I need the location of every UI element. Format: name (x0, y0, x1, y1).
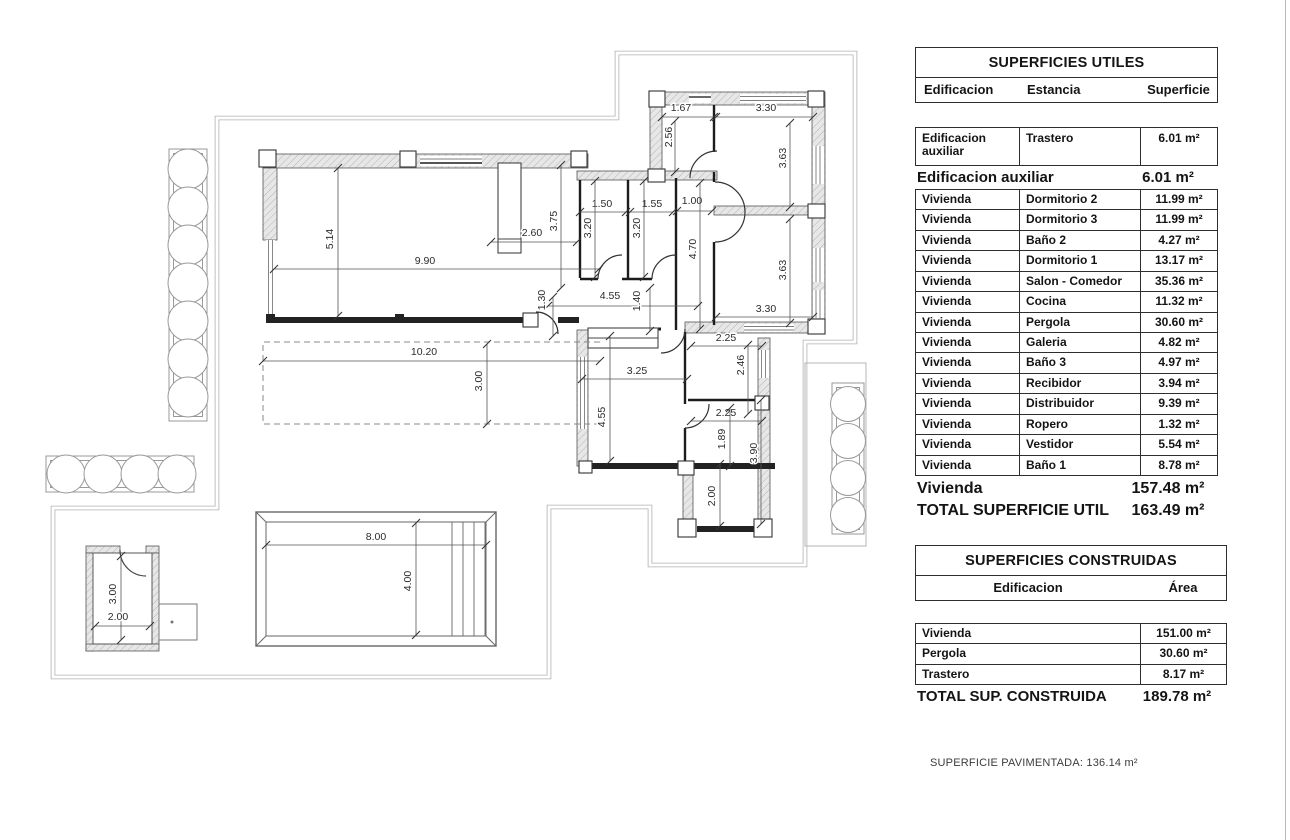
cell-estancia: Dormitorio 2 (1019, 190, 1140, 209)
cell-edificacion: Vivienda (922, 273, 972, 288)
cell-edificacion: Edificacion auxiliar (922, 131, 987, 159)
svg-text:3.00: 3.00 (106, 583, 119, 605)
subtotal-label: Vivienda (917, 480, 983, 497)
svg-text:4.55: 4.55 (599, 289, 621, 302)
right-tree-row-planter (805, 363, 866, 546)
table-row (916, 312, 1217, 332)
house-walls (259, 91, 825, 537)
table-row (916, 190, 1217, 209)
cell-estancia: Distribuidor (1019, 394, 1140, 413)
tree-icon (158, 455, 196, 493)
svg-text:3.90: 3.90 (747, 442, 760, 464)
total-label: TOTAL SUP. CONSTRUIDA (917, 688, 1107, 706)
cell-estancia: Dormitorio 1 (1019, 251, 1140, 270)
svg-text:1.55: 1.55 (641, 197, 663, 210)
svg-text:3.63: 3.63 (776, 259, 789, 281)
col-header-estancia: Estancia (1027, 82, 1081, 97)
table-row (916, 643, 1226, 663)
cell-superficie: 3.94 m² (1140, 374, 1217, 393)
cell-area: 151.00 m² (1140, 624, 1226, 643)
total-value: 163.49 m² (1131, 502, 1205, 519)
cell-edificacion: Vivienda (922, 416, 972, 431)
col-header-edificacion: Edificacion (924, 82, 994, 97)
svg-text:10.20: 10.20 (410, 345, 438, 358)
window-icon (266, 94, 824, 429)
subtotal-label: Edificacion auxiliar (917, 168, 1054, 186)
tree-icon (831, 461, 866, 496)
svg-text:1.00: 1.00 (681, 194, 703, 207)
svg-text:3.30: 3.30 (755, 302, 777, 315)
table-row (916, 624, 1226, 643)
table-row (916, 393, 1217, 413)
tree-icon (831, 498, 866, 533)
table-header (915, 545, 1227, 601)
cell-edificacion: Vivienda (922, 355, 972, 370)
subtotal-value: 6.01 m² (1142, 168, 1194, 186)
svg-text:3.75: 3.75 (547, 210, 560, 232)
cell-edificacion: Trastero (922, 666, 970, 681)
col-header-area: Área (1168, 580, 1198, 595)
tree-icon (121, 455, 159, 493)
svg-text:5.14: 5.14 (323, 228, 336, 250)
svg-text:2.00: 2.00 (107, 610, 129, 623)
cell-estancia: Galeria (1019, 333, 1140, 352)
table-row (916, 250, 1217, 270)
cell-edificacion: Vivienda (922, 626, 972, 640)
cell-superficie: 4.97 m² (1140, 353, 1217, 372)
table-row (916, 128, 1217, 165)
sheet-border (1285, 0, 1286, 840)
svg-text:4.70: 4.70 (686, 238, 699, 260)
table-title: SUPERFICIES CONSTRUIDAS (965, 553, 1177, 569)
svg-text:3.25: 3.25 (626, 364, 648, 377)
col-header-edificacion: Edificacion (993, 580, 1063, 595)
tree-icon (831, 424, 866, 459)
aux-subtotal-row (915, 166, 1218, 188)
cell-edificacion: Pergola (922, 646, 967, 661)
cell-estancia: Pergola (1019, 313, 1140, 332)
shed-unit (159, 604, 197, 640)
cell-edificacion: Vivienda (922, 396, 972, 411)
cell-estancia: Baño 1 (1019, 456, 1140, 475)
vivienda-subtotal-row (915, 478, 1218, 500)
svg-text:2.25: 2.25 (715, 406, 737, 419)
svg-text:2.56: 2.56 (662, 126, 675, 148)
cell-edificacion: Vivienda (922, 334, 972, 349)
table-row (916, 414, 1217, 434)
svg-text:2.60: 2.60 (521, 226, 543, 239)
door-arc (120, 550, 146, 576)
cell-edificacion: Vivienda (922, 314, 972, 329)
cell-estancia: Salon - Comedor (1019, 272, 1140, 291)
total-label: TOTAL SUPERFICIE UTIL (917, 502, 1110, 519)
table-row (916, 230, 1217, 250)
table-row (916, 291, 1217, 311)
table-row (916, 332, 1217, 352)
cell-estancia: Baño 3 (1019, 353, 1140, 372)
subtotal-value: 157.48 m² (1131, 480, 1205, 497)
cell-estancia: Ropero (1019, 415, 1140, 434)
left-tree-row-planter (168, 149, 208, 421)
cell-superficie: 1.32 m² (1140, 415, 1217, 434)
table-row (916, 434, 1217, 454)
svg-text:3.20: 3.20 (581, 217, 594, 239)
cell-area: 8.17 m² (1140, 665, 1226, 684)
svg-text:1.67: 1.67 (670, 101, 692, 114)
cell-superficie: 13.17 m² (1140, 251, 1217, 270)
svg-text:3.30: 3.30 (755, 101, 777, 114)
cell-superficie: 11.99 m² (1140, 190, 1217, 209)
table-row (916, 271, 1217, 291)
table-row (916, 352, 1217, 372)
tree-icon (84, 455, 122, 493)
cell-superficie: 9.39 m² (1140, 394, 1217, 413)
bottom-tree-row-planter (46, 455, 196, 493)
cell-estancia: Dormitorio 3 (1019, 210, 1140, 229)
svg-text:4.55: 4.55 (595, 406, 608, 428)
table-title: SUPERFICIES UTILES (988, 55, 1145, 71)
tree-icon (168, 339, 208, 379)
cell-estancia: Vestidor (1019, 435, 1140, 454)
total-util-row (915, 500, 1218, 522)
svg-text:3.20: 3.20 (630, 217, 643, 239)
svg-text:8.00: 8.00 (365, 530, 387, 543)
cell-edificacion: Vivienda (922, 294, 972, 309)
cell-area: 30.60 m² (1140, 644, 1226, 663)
cell-superficie: 11.99 m² (1140, 210, 1217, 229)
total-value: 189.78 m² (1142, 688, 1212, 706)
table-row (916, 664, 1226, 684)
table-header (915, 47, 1218, 103)
cell-superficie: 4.27 m² (1140, 231, 1217, 250)
cell-edificacion: Vivienda (922, 232, 972, 247)
cell-superficie: 6.01 m² (1140, 128, 1217, 165)
svg-text:1.40: 1.40 (630, 290, 643, 312)
pool-steps (452, 522, 485, 636)
cell-estancia: Cocina (1019, 292, 1140, 311)
tree-icon (47, 455, 85, 493)
cell-superficie: 4.82 m² (1140, 333, 1217, 352)
total-construida-row (915, 686, 1227, 707)
svg-text:2.46: 2.46 (734, 354, 747, 376)
svg-text:9.90: 9.90 (414, 254, 436, 267)
svg-text:1.50: 1.50 (591, 197, 613, 210)
cell-superficie: 8.78 m² (1140, 456, 1217, 475)
cell-superficie: 30.60 m² (1140, 313, 1217, 332)
shed (86, 546, 197, 651)
svg-text:1.30: 1.30 (535, 289, 548, 311)
cell-superficie: 11.32 m² (1140, 292, 1217, 311)
table-row (916, 373, 1217, 393)
superficies-utiles-table (915, 47, 1218, 522)
cell-edificacion: Vivienda (922, 212, 972, 227)
cell-estancia: Baño 2 (1019, 231, 1140, 250)
cell-estancia: Recibidor (1019, 374, 1140, 393)
cell-estancia: Trastero (1019, 128, 1140, 165)
cell-edificacion: Vivienda (922, 457, 972, 472)
tree-icon (168, 263, 208, 303)
tree-icon (168, 301, 208, 341)
table-row (916, 455, 1217, 475)
svg-text:3.00: 3.00 (472, 370, 485, 392)
tree-icon (831, 387, 866, 422)
cell-edificacion: Vivienda (922, 375, 972, 390)
svg-text:2.25: 2.25 (715, 331, 737, 344)
cell-edificacion: Vivienda (922, 191, 972, 206)
tree-icon (168, 187, 208, 227)
cell-superficie: 35.36 m² (1140, 272, 1217, 291)
tree-icon (168, 225, 208, 265)
svg-text:1.89: 1.89 (715, 428, 728, 450)
table-row (916, 209, 1217, 229)
cell-edificacion: Vivienda (922, 253, 972, 268)
svg-text:2.00: 2.00 (705, 485, 718, 507)
svg-text:4.00: 4.00 (401, 570, 414, 592)
col-header-superficie: Superficie (1147, 82, 1210, 97)
cell-edificacion: Vivienda (922, 437, 972, 452)
svg-text:3.63: 3.63 (776, 147, 789, 169)
paved-surface-note: SUPERFICIE PAVIMENTADA: 136.14 m² (930, 757, 1138, 769)
superficies-construidas-table (915, 545, 1227, 707)
cell-superficie: 5.54 m² (1140, 435, 1217, 454)
tree-icon (168, 377, 208, 417)
tree-icon (168, 149, 208, 189)
